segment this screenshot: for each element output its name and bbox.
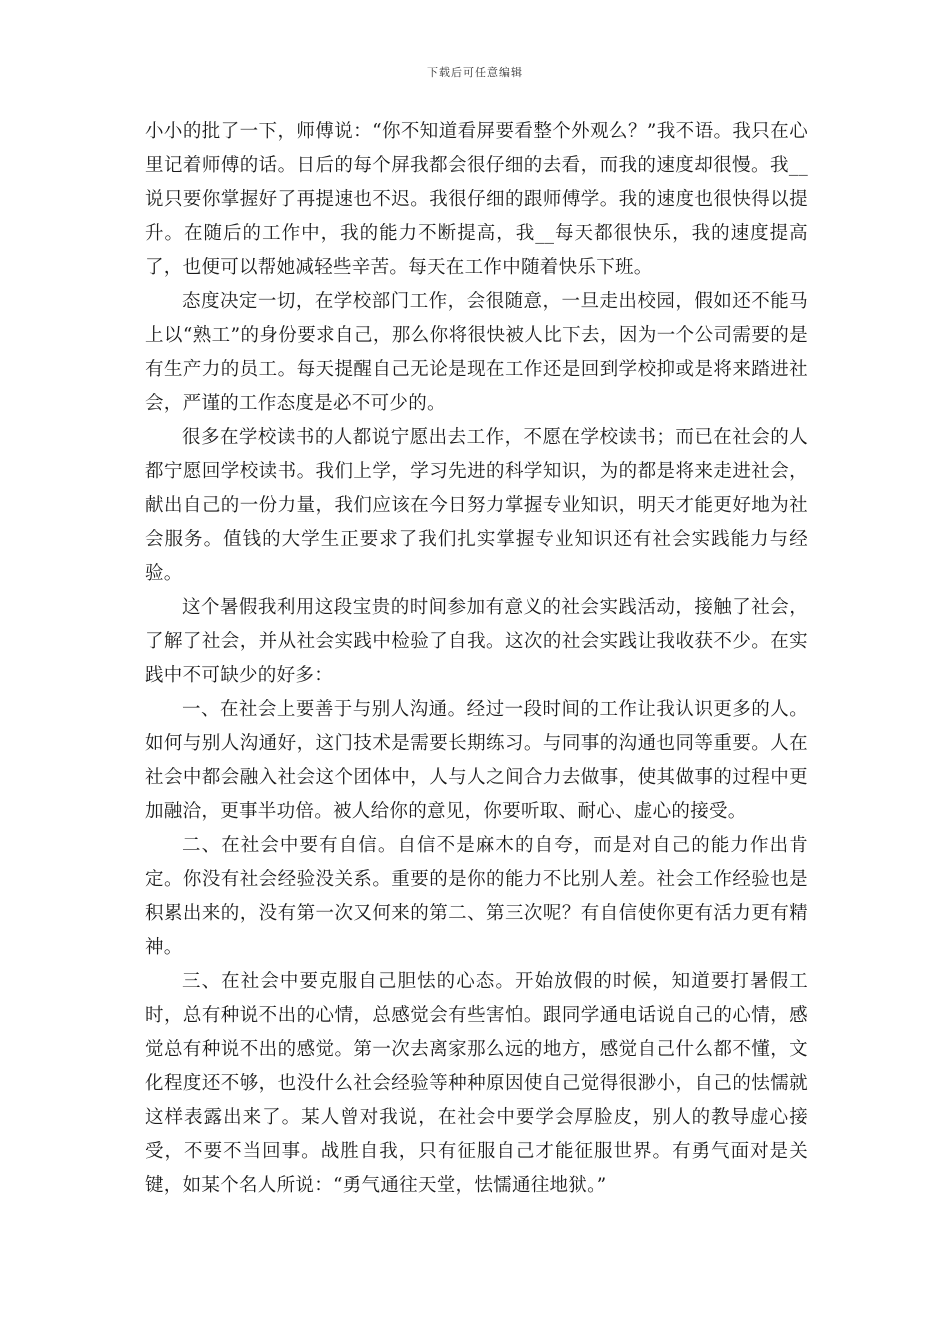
paragraph-7: 三、在社会中要克服自己胆怯的心态。开始放假的时候，知道要打暑假工时，总有种说不出的心情，总感觉会有些害怕。跟同学通电话说自己的心情，感觉总有种说不出的感觉。第一次去离家那么远的地方，感觉自己什么都不懂，文化程度还不够，也没什么社会经验等种种原因使自己觉得很渺小，自己的怯懦就这样表露出来了。某人曾对我说，在社会中要学会厚脸皮，别人的教导虚心接受，不要不当回事。战胜自我，只有征服自己才能征服世界。有勇气面对是关键，如某个名人所说：“勇气通往天堂，怯懦通往地狱。” (145, 971, 808, 1196)
paragraph-6: 二、在社会中要有自信。自信不是麻木的自夸，而是对自己的能力作出肯定。你没有社会经验没关系。重要的是你的能力不比别人差。社会工作经验也是积累出来的，没有第一次又何来的第二、第三次呢？有自信使你更有活力更有精神。 (145, 835, 808, 958)
document-body (145, 115, 808, 1203)
page-header-note: 下载后可任意编辑 (427, 66, 523, 79)
paragraph-3: 很多在学校读书的人都说宁愿出去工作，不愿在学校读书；而已在社会的人都宁愿回学校读书。我们上学，学习先进的科学知识，为的都是将来走进社会，献出自己的一份力量，我们应该在今日努力掌握专业知识，明天才能更好地为社会服务。值钱的大学生正要求了我们扎实掌握专业知识还有社会实践能力与经验。 (145, 427, 808, 584)
paragraph-5: 一、在社会上要善于与别人沟通。经过一段时间的工作让我认识更多的人。如何与别人沟通好，这门技术是需要长期练习。与同事的沟通也同等重要。人在社会中都会融入社会这个团体中，人与人之间合力去做事，使其做事的过程中更加融洽，更事半功倍。被人给你的意见，你要听取、耐心、虚心的接受。 (145, 699, 808, 822)
paragraph-2: 态度决定一切，在学校部门工作，会很随意，一旦走出校园，假如还不能马上以“熟工”的身份要求自己，那么你将很快被人比下去，因为一个公司需要的是有生产力的员工。每天提醒自己无论是现在工作还是回到学校抑或是将来踏进社会，严谨的工作态度是必不可少的。 (145, 291, 808, 414)
paragraph-4: 这个暑假我利用这段宝贵的时间参加有意义的社会实践活动，接触了社会，了解了社会，并从社会实践中检验了自我。这次的社会实践让我收获不少。在实践中不可缺少的好多： (145, 597, 808, 686)
paragraph-1: 小小的批了一下，师傅说：“你不知道看屏要看整个外观么？”我不语。我只在心里记着师傅的话。日后的每个屏我都会很仔细的去看，而我的速度却很慢。我__说只要你掌握好了再提速也不迟。我很仔细的跟师傅学。我的速度也很快得以提升。在随后的工作中，我的能力不断提高，我__每天都很快乐，我的速度提高了，也便可以帮她减轻些辛苦。每天在工作中随着快乐下班。 (145, 121, 808, 278)
